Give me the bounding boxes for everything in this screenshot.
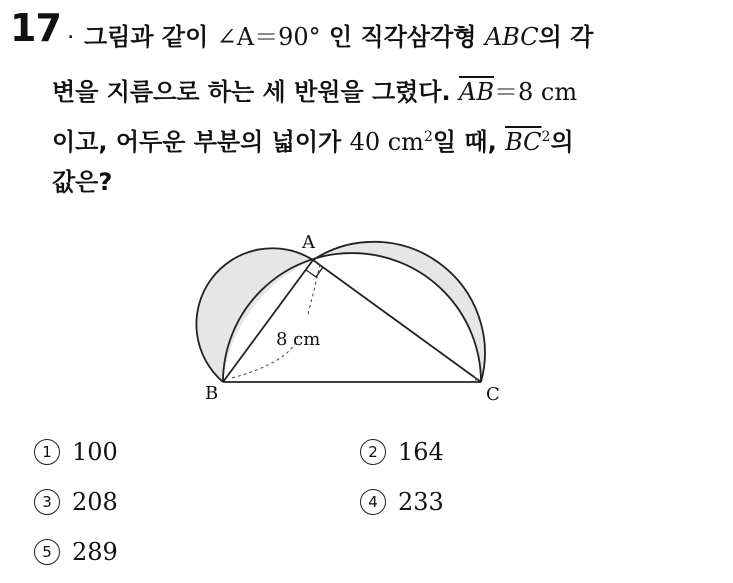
length-label: 8 cm xyxy=(276,329,321,350)
choice-5-value: 289 xyxy=(72,538,118,566)
choice-1[interactable] xyxy=(34,438,118,466)
angle-mark-c xyxy=(473,375,476,382)
question-line-1: 그림과 같이 ∠A＝90° 인 직각삼각형 ABC의 각 xyxy=(84,23,594,51)
choice-1-value: 100 xyxy=(72,438,118,466)
choice-3-value: 208 xyxy=(72,488,118,516)
choice-5-mark: 5 xyxy=(34,539,60,565)
choice-5[interactable] xyxy=(34,538,118,566)
area-value: 40 cm xyxy=(349,128,424,156)
question-line-2: 변을 지름으로 하는 세 반원을 그렸다. $\overline{AB}=8$ cm xyxy=(52,78,578,106)
question-number-dot: . xyxy=(68,26,74,42)
choice-4-mark: 4 xyxy=(360,489,386,515)
triangle-name: ABC xyxy=(484,23,539,51)
choice-3[interactable] xyxy=(34,488,118,516)
vertex-label-b: B xyxy=(205,383,219,404)
question-line-4: 값은? xyxy=(52,168,113,196)
choice-3-mark: 3 xyxy=(34,489,60,515)
segment-ab: $\overline{AB}$ xyxy=(459,78,494,106)
question-line-3: 이고, 어두운 부분의 넓이가 40 $cm^2$일 때, $\overline{BC}^2$의 xyxy=(52,128,574,156)
choice-1-mark: 1 xyxy=(34,439,60,465)
vertex-label-c: C xyxy=(486,384,500,405)
choice-2-value: 164 xyxy=(398,438,444,466)
angle-expression: ∠A＝90° xyxy=(216,23,321,51)
choice-4[interactable] xyxy=(360,488,444,516)
choice-4-value: 233 xyxy=(398,488,444,516)
vertex-label-a: A xyxy=(302,232,315,253)
choice-2[interactable] xyxy=(360,438,444,466)
question-number: 17 xyxy=(10,6,61,50)
choice-2-mark: 2 xyxy=(360,439,386,465)
geometry-figure xyxy=(180,222,520,412)
right-angle-mark xyxy=(306,267,323,277)
shaded-region-ab xyxy=(196,248,313,382)
segment-bc: $\overline{BC}$ xyxy=(505,128,542,156)
